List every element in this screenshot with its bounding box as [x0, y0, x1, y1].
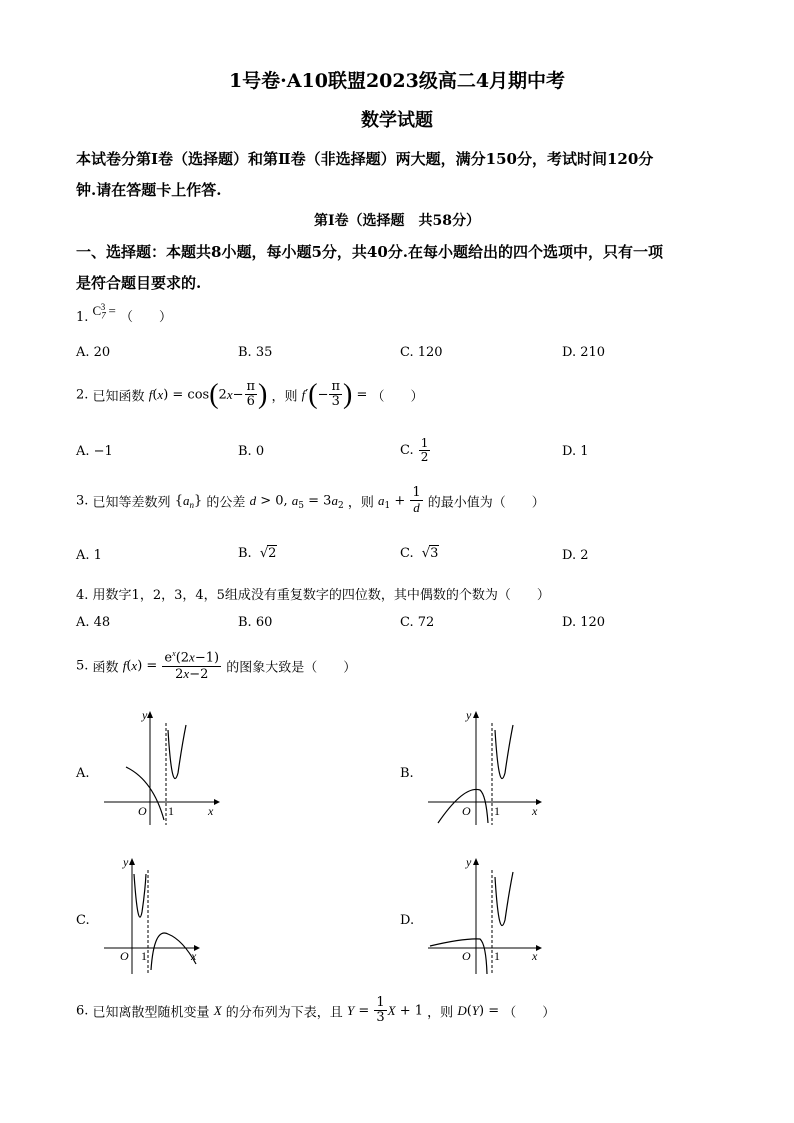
intro-line-2: 钟.请在答题卡上作答. — [76, 181, 222, 199]
graph-b-origin: O — [462, 804, 471, 818]
graph-c[interactable] — [98, 852, 208, 982]
question-5-blank: 的图象大致是（ ） — [226, 660, 357, 676]
question-3-blank: 的最小值为（ ） — [427, 495, 545, 511]
q3-option-c[interactable]: C. √3 — [400, 546, 439, 561]
question-3: 3. 已知等差数列 $\{a_n\}$ 的公差 d > 0, $a_5 = 3a_2$ ，则 $a_1$ + $\frac{1}{d}$ 的最小值为（ ） — [76, 485, 545, 516]
graph-a-x: x — [208, 804, 214, 818]
q5-option-b[interactable]: B. — [400, 766, 414, 781]
q3-option-b-label: B. — [238, 546, 252, 561]
graph-a-origin: O — [138, 804, 147, 818]
exam-title: 1号卷·A10联盟2023级高二4月期中考 — [228, 70, 566, 92]
q5-option-d[interactable]: D. — [400, 913, 415, 928]
question-2-number: 2. — [76, 387, 89, 403]
question-6: 6. 已知离散型随机变量 X 的分布列为下表，且 Y = $\frac{1}{3}$ X + 1 ，则 D(Y) = （ ） — [76, 995, 556, 1026]
q1-option-c[interactable]: C. 120 — [400, 345, 443, 360]
q3-option-a[interactable]: A. 1 — [76, 548, 102, 563]
question-5-text-before: 函数 — [92, 660, 119, 676]
section-desc-2: 是符合题目要求的. — [76, 274, 202, 292]
question-1-blank: （ ） — [119, 310, 172, 325]
q1-option-a[interactable]: A. 20 — [76, 345, 111, 360]
question-1-number: 1. — [76, 310, 89, 325]
graph-b-x: x — [532, 804, 538, 818]
graph-d[interactable] — [424, 852, 549, 982]
q2-option-d[interactable]: D. 1 — [562, 444, 589, 459]
question-3-text-mid1: 的公差 — [206, 495, 246, 511]
question-3-number: 3. — [76, 493, 89, 509]
question-2-text-before: 已知函数 — [92, 389, 145, 405]
q1-option-b[interactable]: B. 35 — [238, 345, 273, 360]
question-5-number: 5. — [76, 658, 89, 674]
intro-line-1: 本试卷分第Ⅰ卷（选择题）和第Ⅱ卷（非选择题）两大题，满分150分，考试时间120分 — [76, 150, 654, 168]
graph-d-x: x — [532, 949, 538, 963]
graph-d-y: y — [466, 855, 472, 869]
question-5: 5. 函数 f(x) = $\frac{e^x(2x-1)}{2x-2}$ 的图象大致是（ ） — [76, 649, 357, 682]
q2-option-b[interactable]: B. 0 — [238, 444, 265, 459]
q2-option-c-label: C. — [400, 443, 414, 459]
graph-b-y: y — [466, 708, 472, 722]
graph-a[interactable] — [98, 705, 223, 830]
graph-c-one: 1 — [141, 949, 147, 963]
question-2-function: f — [148, 386, 153, 402]
question-6-blank: （ ） — [503, 1005, 556, 1021]
question-2-text-mid: ，则 — [271, 389, 298, 405]
q3-option-b[interactable]: B. √2 — [238, 546, 277, 561]
question-4-number: 4. — [76, 588, 89, 603]
q2-option-a[interactable]: A. −1 — [76, 444, 113, 459]
question-1-formula: $C_7^3$ = — [92, 301, 116, 321]
question-6-number: 6. — [76, 1003, 89, 1019]
q3-option-c-label: C. — [400, 546, 414, 561]
question-6-text-mid1: 的分布列为下表，且 — [225, 1005, 343, 1021]
question-1 — [76, 301, 172, 327]
question-2-blank: （ ） — [371, 389, 424, 405]
question-3-text-mid2: ，则 — [347, 495, 374, 511]
q3-option-d[interactable]: D. 2 — [562, 548, 589, 563]
section-heading: 第Ⅰ卷（选择题 共58分） — [313, 213, 481, 229]
section-desc-1: 一、选择题：本题共8小题，每小题5分，共40分.在每小题给出的四个选项中，只有一项 — [76, 243, 663, 261]
graph-a-one: 1 — [168, 804, 174, 818]
q4-option-a[interactable]: A. 48 — [76, 615, 111, 630]
question-4 — [76, 584, 550, 603]
question-3-text-before: 已知等差数列 — [92, 495, 171, 511]
q2-option-c[interactable]: C. $\frac{1}{2}$ — [400, 436, 429, 465]
question-6-text-before: 已知离散型随机变量 — [92, 1005, 210, 1021]
q1-option-d[interactable]: D. 210 — [562, 345, 606, 360]
graph-b-one: 1 — [494, 804, 500, 818]
graph-c-origin: O — [120, 949, 129, 963]
graph-c-y: y — [123, 855, 129, 869]
question-6-text-mid2: ，则 — [427, 1005, 454, 1021]
graph-a-y: y — [142, 708, 148, 722]
graph-c-x: x — [191, 949, 197, 963]
q5-option-c[interactable]: C. — [76, 913, 90, 928]
graph-b[interactable] — [424, 705, 549, 830]
q4-option-d[interactable]: D. 120 — [562, 615, 606, 630]
graph-d-origin: O — [462, 949, 471, 963]
q4-option-c[interactable]: C. 72 — [400, 615, 435, 630]
q5-option-a[interactable]: A. — [76, 766, 90, 781]
graph-d-one: 1 — [494, 949, 500, 963]
question-2: 2. 已知函数 f(x) = cos(2x− $\frac{\pi}{6}$ ) ，则 f′(− $\frac{\pi}{3}$ ) = （ ） — [76, 378, 424, 410]
question-4-text: 用数字1，2，3，4，5组成没有重复数字的四位数，其中偶数的个数为（ ） — [92, 588, 550, 603]
exam-subtitle: 数学试题 — [361, 110, 433, 131]
q4-option-b[interactable]: B. 60 — [238, 615, 273, 630]
